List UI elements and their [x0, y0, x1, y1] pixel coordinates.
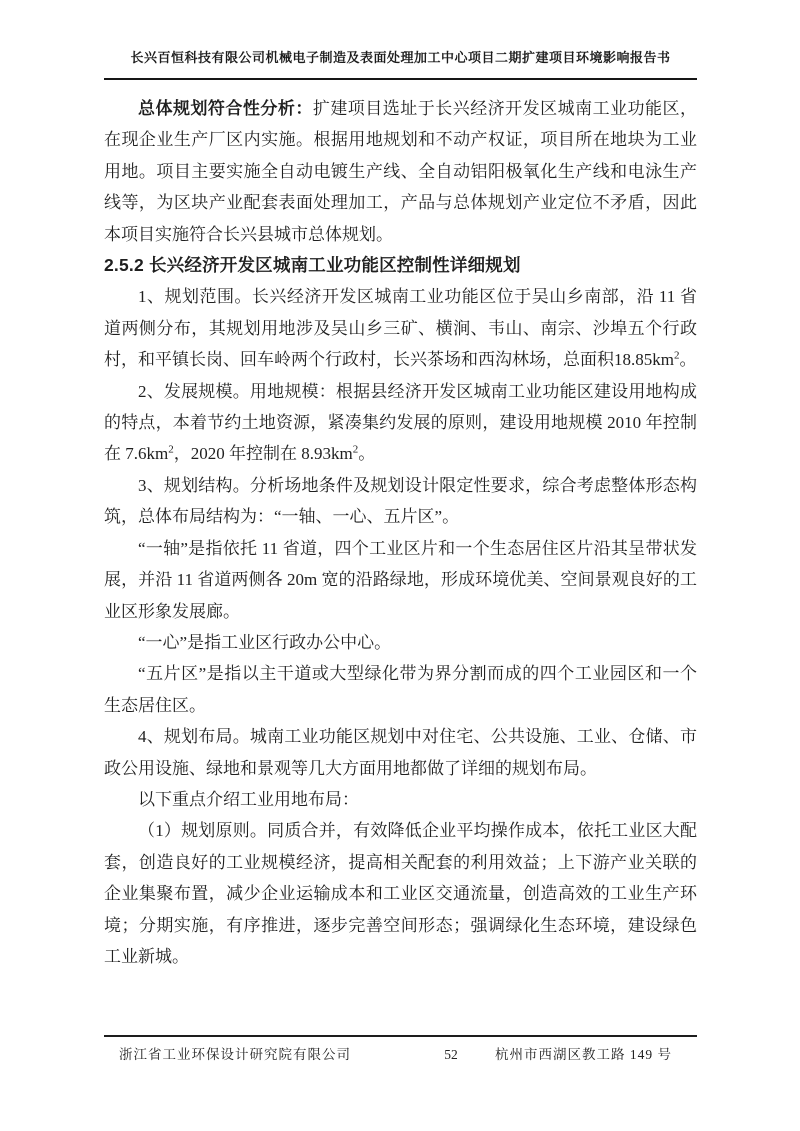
footer-rule — [104, 1035, 697, 1037]
text-run: 2、发展规模。用地规模：根据县经济开发区城南工业功能区建设用地构成的特点，本着节约土地资源，紧凑集约发展的原则，建设用地规模 2010 年控制在 7.6km — [104, 381, 697, 464]
paragraph — [104, 627, 697, 658]
superscript: 2 — [673, 349, 680, 362]
text-run: 以下重点介绍工业用地布局： — [138, 789, 359, 809]
text-run: 。 — [358, 444, 376, 464]
paragraph — [104, 721, 697, 784]
text-run: 。 — [679, 350, 697, 370]
text-run: 3、规划结构。分析场地条件及规划设计限定性要求，综合考虑整体形态构筑，总体布局结构为：“一轴、一心、五片区”。 — [104, 475, 697, 527]
footer-company: 浙江省工业环保设计研究院有限公司 — [119, 1047, 351, 1062]
paragraph — [104, 815, 697, 972]
footer-address: 杭州市西湖区教工路 149 号 — [495, 1047, 672, 1062]
paragraph — [104, 376, 697, 470]
paragraph — [104, 533, 697, 627]
header-rule — [104, 78, 697, 80]
text-run: 4、规划布局。城南工业功能区规划中对住宅、公共设施、工业、仓储、市政公用设施、绿地和景观等几大方面用地都做了详细的规划布局。 — [104, 727, 697, 778]
paragraph — [104, 281, 697, 375]
page-footer — [104, 1043, 697, 1063]
bold-run: 总体规划符合性分析： — [138, 99, 313, 118]
text-run: “一心”是指工业区行政办公中心。 — [138, 632, 392, 652]
paragraph — [104, 784, 697, 815]
text-run: 扩建项目选址于长兴经济开发区城南工业功能区，在现企业生产厂区内实施。根据用地规划和不动产权证，项目所在地块为工业用地。项目主要实施全自动电镀生产线、全自动铝阳极氧化生产线和电泳生产线等，为区块产业配套表面处理加工，产品与总体规划产业定位不矛盾，因此本项目实施符合长兴县城市总体规划。 — [104, 99, 698, 244]
text-run: “五片区”是指以主干道或大型绿化带为界分割而成的四个工业园区和一个生态居住区。 — [104, 664, 697, 715]
paragraph — [104, 93, 697, 250]
paragraph — [104, 470, 697, 533]
superscript: 2 — [168, 443, 174, 456]
footer-page-number: 52 — [444, 1047, 458, 1062]
paragraph — [104, 658, 697, 721]
text-run: （1）规划原则。同质合并，有效降低企业平均操作成本，依托工业区大配套，创造良好的工业规模经济，提高相关配套的利用效益；上下游产业关联的企业集聚布置，减少企业运输成本和工业区交通流量，创造高效的工业生产环境；分期实施，有序推进，逐步完善空间形态；强调绿化生态环境，建设绿色工业新城。 — [104, 821, 697, 966]
text-run: 2.5.2 长兴经济开发区城南工业功能区控制性详细规划 — [104, 255, 521, 276]
text-run: “一轴”是指依托 11 省道，四个工业区片和一个生态居住区片沿其呈带状发展，并沿 11 省道两侧各 20m 宽的沿路绿地，形成环境优美、空间景观良好的工业区形象发展廊。 — [104, 538, 697, 621]
text-run: 1、规划范围。长兴经济开发区城南工业功能区位于吴山乡南部，沿 11 省道两侧分布，其规划用地涉及吴山乡三矿、横涧、韦山、南宗、沙埠五个行政村，和平镇长岗、回车岭两个行政村，长兴茶场和西沟林场，总面积18.85km — [104, 287, 697, 370]
document-body — [104, 93, 697, 972]
text-run: ，2020 年控制在 8.93km — [173, 444, 353, 464]
superscript: 2 — [352, 443, 359, 456]
section-heading — [104, 250, 697, 281]
page-header-title: 长兴百恒科技有限公司机械电子制造及表面处理加工中心项目二期扩建项目环境影响报告书 — [130, 50, 671, 65]
